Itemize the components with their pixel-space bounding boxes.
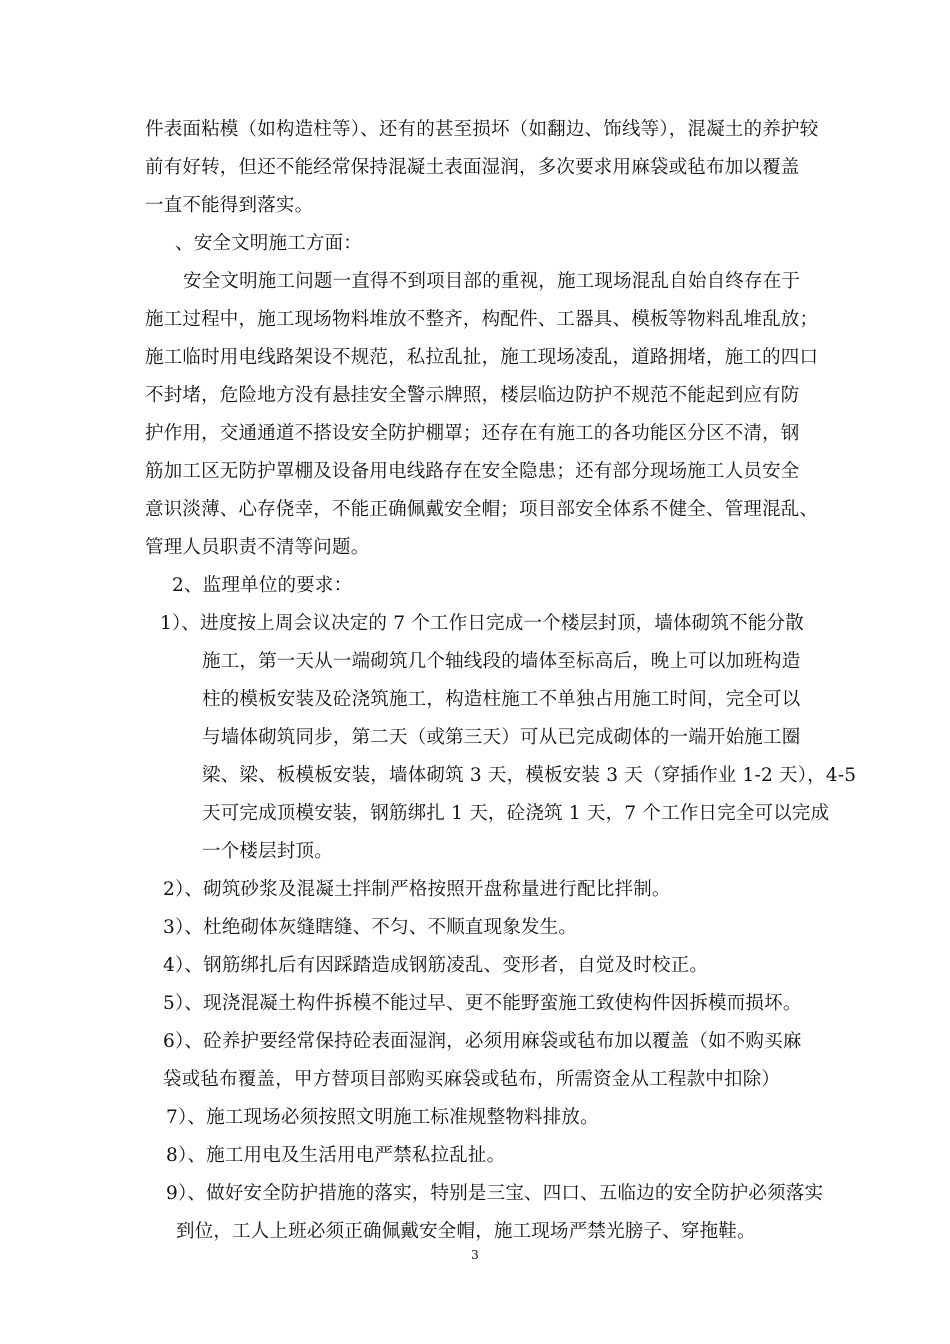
list-item-2: 2）、砌筑砂浆及混凝土拌制严格按照开盘称量进行配比拌制。: [163, 879, 671, 900]
text-line: 件表面粘模（如构造柱等）、还有的甚至损坏（如翻边、饰线等），混凝土的养护较: [145, 119, 819, 140]
list-item-1-cont: 与墙体砌筑同步，第二天（或第三天）可从已完成砌体的一端开始施工圈: [202, 727, 801, 748]
list-item-1: 1）、进度按上周会议决定的 7 个工作日完成一个楼层封顶，墙体砌筑不能分散: [160, 613, 804, 634]
text-line: 施工过程中，施工现场物料堆放不整齐，构配件、工器具、模板等物料乱堆乱放；: [145, 309, 819, 330]
list-item-5: 5）、现浇混凝土构件拆模不能过早、更不能野蛮施工致使构件因拆模而损坏。: [163, 993, 802, 1014]
list-item-6: 6）、砼养护要经常保持砼表面湿润，必须用麻袋或毡布加以覆盖（如不购买麻: [163, 1031, 802, 1052]
list-item-7: 7）、施工现场必须按照文明施工标准规整物料排放。: [166, 1107, 599, 1128]
text-line: 不封堵，危险地方没有悬挂安全警示牌照，楼层临边防护不规范不能起到应有防: [145, 385, 800, 406]
list-item-8: 8）、施工用电及生活用电严禁私拉乱扯。: [166, 1145, 506, 1166]
list-item-4: 4）、钢筋绑扎后有因踩踏造成钢筋凌乱、变形者，自觉及时校正。: [163, 955, 709, 976]
page-number: 3: [471, 1248, 479, 1262]
list-item-1-cont: 天可完成顶模安装，钢筋绑扎 1 天，砼浇筑 1 天，7 个工作日完全可以完成: [202, 803, 830, 824]
list-item-1-cont: 一个楼层封顶。: [202, 841, 333, 862]
text-line: 前有好转，但还不能经常保持混凝土表面湿润，多次要求用麻袋或毡布加以覆盖: [145, 157, 800, 178]
list-item-1-cont: 梁、梁、板模板安装，墙体砌筑 3 天，模板安装 3 天（穿插作业 1-2 天），4-5: [202, 765, 857, 786]
list-item-9: 9）、做好安全防护措施的落实，特别是三宝、四口、五临边的安全防护必须落实: [166, 1183, 824, 1204]
text-line: 施工临时用电线路架设不规范，私拉乱扯，施工现场凌乱，道路拥堵，施工的四口: [145, 347, 819, 368]
list-item-3: 3）、杜绝砌体灰缝瞎缝、不匀、不顺直现象发生。: [163, 917, 578, 938]
list-item-9-cont: 到位，工人上班必须正确佩戴安全帽，施工现场严禁光膀子、穿拖鞋。: [176, 1221, 756, 1242]
text-line: 护作用，交通通道不搭设安全防护棚罩；还存在有施工的各功能区分区不清，钢: [145, 423, 800, 444]
list-item-6-cont: 袋或毡布覆盖，甲方替项目部购买麻袋或毡布，所需资金从工程款中扣除）: [163, 1069, 781, 1090]
section-heading-safety: 、安全文明施工方面：: [175, 233, 363, 254]
section-heading-requirements: 2、监理单位的要求：: [172, 575, 353, 596]
text-line: 意识淡薄、心存侥幸，不能正确佩戴安全帽；项目部安全体系不健全、管理混乱、: [145, 499, 819, 520]
text-line: 一直不能得到落实。: [145, 195, 314, 216]
text-line: 筋加工区无防护罩棚及设备用电线路存在安全隐患；还有部分现场施工人员安全: [145, 461, 800, 482]
list-item-1-cont: 施工，第一天从一端砌筑几个轴线段的墙体至标高后，晚上可以加班构造: [202, 651, 801, 672]
text-line: 安全文明施工问题一直得不到项目部的重视，施工现场混乱自始自终存在于: [183, 271, 801, 292]
list-item-1-cont: 柱的模板安装及砼浇筑施工，构造柱施工不单独占用施工时间，完全可以: [202, 689, 801, 710]
text-line: 管理人员职责不清等问题。: [145, 537, 370, 558]
